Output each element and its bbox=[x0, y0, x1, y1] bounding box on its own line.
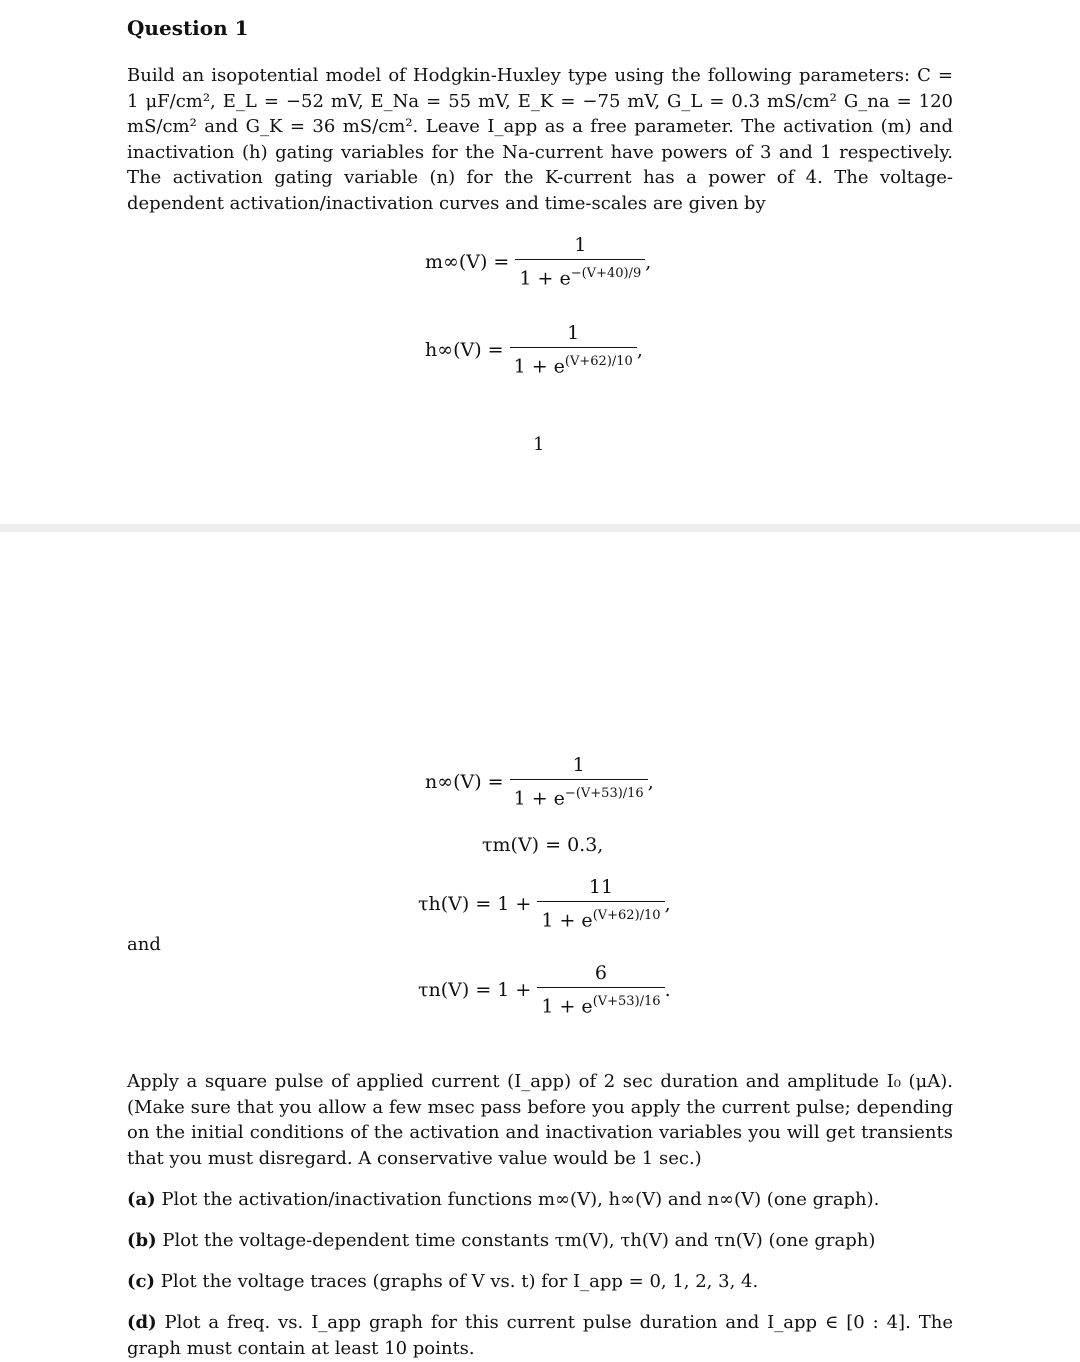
eq-fraction bbox=[537, 876, 664, 931]
task-item-c bbox=[127, 1269, 953, 1295]
equation-tau-h bbox=[418, 876, 671, 931]
eq-fraction bbox=[537, 962, 664, 1017]
eq-denominator: $1 + e^{-(V+40)/9}$ bbox=[515, 259, 645, 289]
eq-lhs: m∞(V) = bbox=[425, 250, 510, 273]
page-2 bbox=[0, 532, 1080, 1362]
task-item-b bbox=[127, 1228, 953, 1254]
eq-lhs: τn(V) = 1 + bbox=[418, 978, 532, 1001]
intro-paragraph bbox=[127, 63, 953, 216]
page-number: 1 bbox=[533, 434, 545, 455]
eq-numerator: 1 bbox=[567, 322, 580, 344]
and-word: and bbox=[127, 934, 161, 955]
eq-denominator: $1 + e^{-(V+53)/16}$ bbox=[510, 779, 648, 809]
eq-trail: , bbox=[647, 770, 654, 793]
equation-tau-n bbox=[418, 962, 671, 1017]
eq-numerator: 1 bbox=[574, 234, 587, 256]
item-text: Plot a freq. vs. I_app graph for this current pulse duration and I_app ∈ [0 : 4]. The graph must contain at least 10 points. bbox=[127, 1312, 953, 1359]
eq-numerator: 11 bbox=[588, 876, 614, 898]
item-text: Plot the voltage traces (graphs of V vs. t) for I_app = 0, 1, 2, 3, 4. bbox=[160, 1271, 759, 1292]
equation-tau-m bbox=[482, 834, 603, 856]
task-item-a bbox=[127, 1187, 953, 1213]
intro-part2: Leave I_app as a free parameter. The activation (m) and inactivation (h) gating variables for the Na-current have powers of 3 and 1 respectively. The activation gating variable (n) for the K-current has a power of 4. The voltage-dependent activation/inactivation curves and time-scales are given by bbox=[127, 116, 953, 214]
intro-params: C = 1 μF/cm², E_L = −52 mV, E_Na = 55 mV, E_K = −75 mV, G_L = 0.3 mS/cm² G_na = 120 mS/cm² and G_K = 36 mS/cm². bbox=[127, 65, 954, 137]
eq-numerator: 1 bbox=[572, 754, 585, 776]
eq-trail: , bbox=[664, 892, 671, 915]
eq-trail: , bbox=[636, 338, 643, 361]
item-label: (a) bbox=[127, 1189, 156, 1210]
page-1 bbox=[0, 0, 1080, 524]
item-text: Plot the activation/inactivation functions m∞(V), h∞(V) and n∞(V) (one graph). bbox=[161, 1189, 880, 1210]
eq-lhs: h∞(V) = bbox=[425, 338, 504, 361]
eq-text: τm(V) = 0.3, bbox=[482, 834, 604, 856]
eq-fraction bbox=[510, 322, 637, 377]
eq-trail: . bbox=[664, 978, 671, 1001]
equation-h-inf bbox=[425, 322, 643, 377]
eq-denominator: $1 + e^{(V+62)/10}$ bbox=[510, 347, 637, 377]
item-label: (c) bbox=[127, 1271, 155, 1292]
intro-part1: Build an isopotential model of Hodgkin-Huxley type using the following parameters: bbox=[127, 65, 918, 86]
eq-denominator: $1 + e^{(V+62)/10}$ bbox=[537, 901, 664, 931]
item-label: (d) bbox=[127, 1312, 157, 1333]
equation-n-inf bbox=[425, 754, 654, 809]
eq-numerator: 6 bbox=[594, 962, 607, 984]
eq-lhs: n∞(V) = bbox=[425, 770, 504, 793]
equation-m-inf bbox=[425, 234, 651, 289]
eq-lhs: τh(V) = 1 + bbox=[418, 892, 532, 915]
item-label: (b) bbox=[127, 1230, 157, 1251]
page-separator bbox=[0, 524, 1080, 532]
eq-trail: , bbox=[645, 250, 652, 273]
question-heading: Question 1 bbox=[127, 16, 249, 40]
pulse-paragraph: Apply a square pulse of applied current (I_app) of 2 sec duration and amplitude I₀ (μA). (Make sure that you allow a few msec pass before you apply the current pulse; depending on the initial conditions of the activation and inactivation variables you will get transients that you must disregard. A conservative value would be 1 sec.) bbox=[127, 1071, 953, 1169]
item-text: Plot the voltage-dependent time constants τm(V), τh(V) and τn(V) (one graph) bbox=[162, 1230, 876, 1251]
eq-denominator: $1 + e^{(V+53)/16}$ bbox=[537, 987, 664, 1017]
eq-fraction bbox=[510, 754, 648, 809]
eq-fraction bbox=[515, 234, 645, 289]
task-item-d bbox=[127, 1310, 953, 1361]
